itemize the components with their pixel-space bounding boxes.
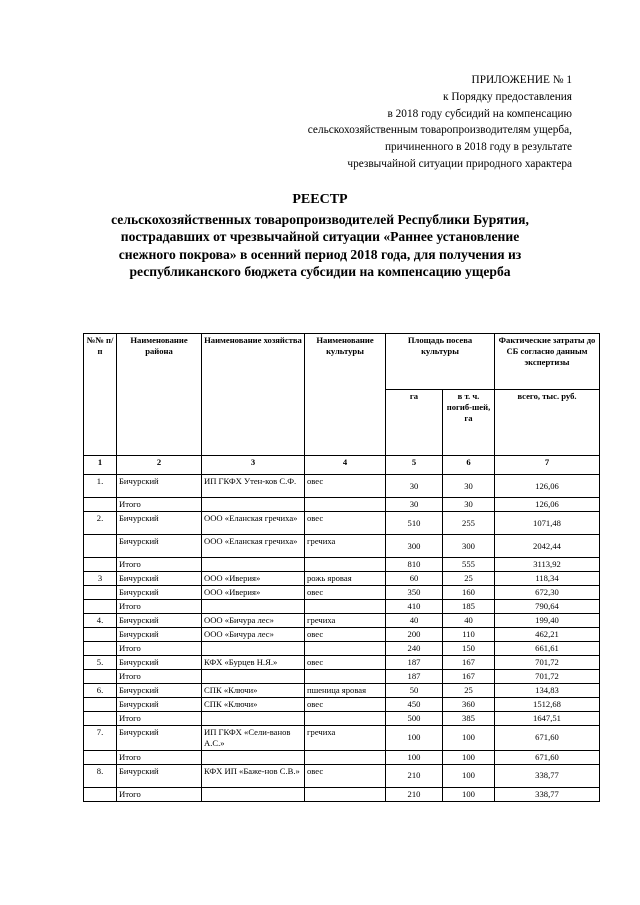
district-cell: Бичурский: [117, 628, 202, 642]
district-cell: Итого: [117, 558, 202, 572]
appendix-line: ПРИЛОЖЕНИЕ № 1: [471, 74, 572, 86]
area-lost-cell: 555: [443, 558, 495, 572]
appendix-line: причиненного в 2018 году в результате: [384, 141, 572, 154]
registry-table: [83, 333, 600, 802]
area-ha-cell: 30: [386, 475, 443, 498]
cost-cell: 199,40: [495, 614, 600, 628]
area-lost-cell: 100: [443, 787, 495, 801]
crop-cell: овес: [305, 698, 386, 712]
header-area: Площадь посева культуры: [386, 334, 495, 390]
cost-cell: 1647,51: [495, 712, 600, 726]
farm-cell: СПК «Ключи»: [202, 698, 305, 712]
district-cell: Итого: [117, 642, 202, 656]
crop-cell: овес: [305, 475, 386, 498]
table-row: [84, 750, 600, 764]
area-lost-cell: 300: [443, 535, 495, 558]
crop-cell: [305, 498, 386, 512]
cost-cell: 672,30: [495, 586, 600, 600]
table-row: [84, 628, 600, 642]
table-row: [84, 684, 600, 698]
area-ha-cell: 200: [386, 628, 443, 642]
row-number-cell: [84, 642, 117, 656]
area-ha-cell: 30: [386, 498, 443, 512]
farm-cell: [202, 670, 305, 684]
farm-cell: ИП ГКФХ Утен-ков С.Ф.: [202, 475, 305, 498]
appendix-line: чрезвычайной ситуации природного характера: [347, 157, 572, 170]
title-line: снежного покрова» в осенний период 2018 года, для получения из: [118, 246, 522, 262]
farm-cell: ИП ГКФХ «Сели-ванов А.С.»: [202, 726, 305, 751]
area-ha-cell: 40: [386, 614, 443, 628]
area-ha-cell: 510: [386, 512, 443, 535]
cost-cell: 126,06: [495, 498, 600, 512]
cost-cell: 338,77: [495, 764, 600, 787]
farm-cell: ООО «Иверия»: [202, 572, 305, 586]
appendix-block: [242, 72, 572, 173]
table-row: [84, 698, 600, 712]
district-cell: Бичурский: [117, 726, 202, 751]
row-number-cell: 3: [84, 572, 117, 586]
district-cell: Бичурский: [117, 614, 202, 628]
area-lost-cell: 40: [443, 614, 495, 628]
row-number-cell: 8.: [84, 764, 117, 787]
row-number-cell: [84, 712, 117, 726]
cost-cell: 790,64: [495, 600, 600, 614]
column-number-row: [84, 456, 600, 475]
cost-cell: 1512,68: [495, 698, 600, 712]
area-lost-cell: 360: [443, 698, 495, 712]
district-cell: Бичурский: [117, 572, 202, 586]
district-cell: Бичурский: [117, 684, 202, 698]
area-lost-cell: 167: [443, 670, 495, 684]
area-ha-cell: 210: [386, 787, 443, 801]
farm-cell: ООО «Бичура лес»: [202, 628, 305, 642]
area-ha-cell: 50: [386, 684, 443, 698]
table-row: [84, 764, 600, 787]
district-cell: Итого: [117, 750, 202, 764]
area-lost-cell: 255: [443, 512, 495, 535]
crop-cell: рожь яровая: [305, 572, 386, 586]
column-number: 1: [84, 456, 117, 475]
header-farm: Наименование хозяйства: [202, 334, 305, 456]
area-lost-cell: 185: [443, 600, 495, 614]
column-number: 7: [495, 456, 600, 475]
row-number-cell: [84, 628, 117, 642]
area-ha-cell: 810: [386, 558, 443, 572]
table-row: [84, 535, 600, 558]
area-lost-cell: 100: [443, 726, 495, 751]
title-heading: РЕЕСТР: [292, 192, 348, 207]
area-ha-cell: 300: [386, 535, 443, 558]
district-cell: Итого: [117, 787, 202, 801]
cost-cell: 134,83: [495, 684, 600, 698]
area-ha-cell: 187: [386, 656, 443, 670]
area-ha-cell: 410: [386, 600, 443, 614]
area-lost-cell: 25: [443, 684, 495, 698]
district-cell: Бичурский: [117, 586, 202, 600]
row-number-cell: 7.: [84, 726, 117, 751]
cost-cell: 338,77: [495, 787, 600, 801]
farm-cell: КФХ «Бурцев Н.Я.»: [202, 656, 305, 670]
table-row: [84, 670, 600, 684]
cost-cell: 3113,92: [495, 558, 600, 572]
area-ha-cell: 240: [386, 642, 443, 656]
title-line: сельскохозяйственных товаропроизводителей Республики Бурятия,: [111, 211, 529, 227]
table-row: [84, 642, 600, 656]
crop-cell: овес: [305, 656, 386, 670]
crop-cell: овес: [305, 764, 386, 787]
appendix-line: в 2018 году субсидий на компенсацию: [387, 107, 572, 120]
cost-cell: 2042,44: [495, 535, 600, 558]
cost-cell: 701,72: [495, 670, 600, 684]
row-number-cell: [84, 670, 117, 684]
crop-cell: [305, 642, 386, 656]
row-number-cell: [84, 750, 117, 764]
column-number: 5: [386, 456, 443, 475]
crop-cell: овес: [305, 628, 386, 642]
table-row: [84, 787, 600, 801]
district-cell: Итого: [117, 600, 202, 614]
area-lost-cell: 385: [443, 712, 495, 726]
farm-cell: [202, 712, 305, 726]
column-number: 3: [202, 456, 305, 475]
area-lost-cell: 100: [443, 764, 495, 787]
district-cell: Бичурский: [117, 764, 202, 787]
farm-cell: [202, 787, 305, 801]
farm-cell: ООО «Еланская гречиха»: [202, 512, 305, 535]
farm-cell: КФХ ИП «Баже-нов С.В.»: [202, 764, 305, 787]
title-line: пострадавших от чрезвычайной ситуации «Раннее установление: [120, 229, 520, 245]
table-row: [84, 498, 600, 512]
header-area-ha: га: [386, 390, 443, 456]
area-ha-cell: 350: [386, 586, 443, 600]
farm-cell: ООО «Иверия»: [202, 586, 305, 600]
table-row: [84, 656, 600, 670]
header-num: №№ п/п: [84, 334, 117, 456]
cost-cell: 661,61: [495, 642, 600, 656]
farm-cell: [202, 750, 305, 764]
appendix-line: к Порядку предоставления: [443, 90, 572, 103]
district-cell: Бичурский: [117, 535, 202, 558]
column-number: 2: [117, 456, 202, 475]
title-line: республиканского бюджета субсидии на компенсацию ущерба: [129, 264, 511, 280]
cost-cell: 1071,48: [495, 512, 600, 535]
crop-cell: овес: [305, 512, 386, 535]
farm-cell: [202, 642, 305, 656]
district-cell: Итого: [117, 712, 202, 726]
row-number-cell: [84, 498, 117, 512]
table-row: [84, 600, 600, 614]
table-row: [84, 572, 600, 586]
table-row: [84, 475, 600, 498]
area-ha-cell: 450: [386, 698, 443, 712]
row-number-cell: [84, 586, 117, 600]
area-lost-cell: 110: [443, 628, 495, 642]
table-row: [84, 558, 600, 572]
crop-cell: [305, 558, 386, 572]
header-costs: Фактические затраты до СБ согласно данным экспертизы: [495, 334, 600, 390]
crop-cell: пшеница яровая: [305, 684, 386, 698]
crop-cell: [305, 787, 386, 801]
row-number-cell: 5.: [84, 656, 117, 670]
crop-cell: [305, 750, 386, 764]
table-row: [84, 586, 600, 600]
area-lost-cell: 30: [443, 498, 495, 512]
area-lost-cell: 167: [443, 656, 495, 670]
table-row: [84, 614, 600, 628]
district-cell: Итого: [117, 670, 202, 684]
column-number: 6: [443, 456, 495, 475]
area-ha-cell: 60: [386, 572, 443, 586]
district-cell: Итого: [117, 498, 202, 512]
cost-cell: 671,60: [495, 726, 600, 751]
district-cell: Бичурский: [117, 656, 202, 670]
row-number-cell: [84, 558, 117, 572]
area-ha-cell: 100: [386, 750, 443, 764]
area-ha-cell: 500: [386, 712, 443, 726]
row-number-cell: [84, 600, 117, 614]
row-number-cell: 2.: [84, 512, 117, 535]
district-cell: Бичурский: [117, 475, 202, 498]
area-ha-cell: 187: [386, 670, 443, 684]
district-cell: Бичурский: [117, 512, 202, 535]
crop-cell: [305, 670, 386, 684]
row-number-cell: 6.: [84, 684, 117, 698]
table-row: [84, 512, 600, 535]
area-lost-cell: 150: [443, 642, 495, 656]
row-number-cell: 1.: [84, 475, 117, 498]
header-district: Наименование района: [117, 334, 202, 456]
table-row: [84, 726, 600, 751]
area-lost-cell: 160: [443, 586, 495, 600]
area-lost-cell: 30: [443, 475, 495, 498]
row-number-cell: [84, 698, 117, 712]
appendix-line: сельскохозяйственным товаропроизводителям ущерба,: [307, 124, 572, 137]
farm-cell: [202, 558, 305, 572]
crop-cell: [305, 712, 386, 726]
farm-cell: [202, 498, 305, 512]
farm-cell: [202, 600, 305, 614]
cost-cell: 462,21: [495, 628, 600, 642]
area-lost-cell: 100: [443, 750, 495, 764]
crop-cell: гречиха: [305, 535, 386, 558]
crop-cell: овес: [305, 586, 386, 600]
cost-cell: 671,60: [495, 750, 600, 764]
area-lost-cell: 25: [443, 572, 495, 586]
district-cell: Бичурский: [117, 698, 202, 712]
cost-cell: 126,06: [495, 475, 600, 498]
area-ha-cell: 210: [386, 764, 443, 787]
cost-cell: 701,72: [495, 656, 600, 670]
cost-cell: 118,34: [495, 572, 600, 586]
crop-cell: гречиха: [305, 614, 386, 628]
table-body: [84, 475, 600, 802]
farm-cell: СПК «Ключи»: [202, 684, 305, 698]
crop-cell: [305, 600, 386, 614]
area-ha-cell: 100: [386, 726, 443, 751]
farm-cell: ООО «Еланская гречиха»: [202, 535, 305, 558]
crop-cell: гречиха: [305, 726, 386, 751]
farm-cell: ООО «Бичура лес»: [202, 614, 305, 628]
header-costs-total: всего, тыс. руб.: [495, 390, 600, 456]
header-area-lost: в т. ч. погиб-шей, га: [443, 390, 495, 456]
header-crop: Наименование культуры: [305, 334, 386, 456]
row-number-cell: [84, 787, 117, 801]
column-number: 4: [305, 456, 386, 475]
document-title: [0, 191, 640, 281]
row-number-cell: [84, 535, 117, 558]
row-number-cell: 4.: [84, 614, 117, 628]
table-row: [84, 712, 600, 726]
